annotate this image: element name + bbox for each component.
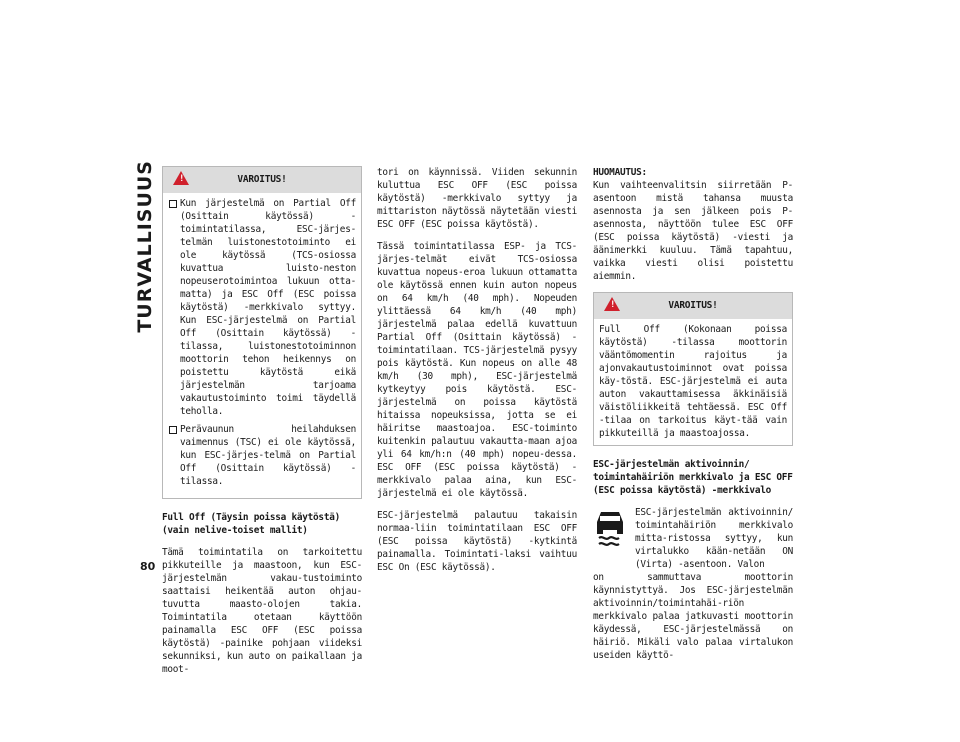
warning-list xyxy=(168,197,356,488)
column-3 xyxy=(593,166,793,671)
warning-box xyxy=(593,292,793,446)
body-paragraph: tori on käynnissä. Viiden sekunnin kuluttua ESC OFF (ESC poissa käytöstä) -merkkivalo syttyy ja mittariston näytössä näytetään viesti ESC OFF (ESC poissa käytöstä). xyxy=(377,167,577,230)
icon-text: ESC-järjestelmän aktivoinnin/ toimintahäiriön merkkivalo mitta-ristossa syttyy, kun virtalukko kään-netään ON (Virta) -asentoon. Valon xyxy=(635,507,793,570)
list-item: Kun järjestelmä on Partial Off (Osittain käytössä) -toimintatilassa, ESC-järjes-telmän luistonestotoiminto ei ole käytössä (TCS-osiossa kuvattua luisto-neston nopeuserotoimintoa lukuun otta-matta) ja ESC Off (ESC poissa käytöstä) -merkkivalo syttyy. Kun ESC-järjestelmä on Partial Off (Osittain käytössä) -tilassa, luistonestotoiminnon moottorin tehon heikennys on poistettu käytöstä eikä järjestelmän tarjoama vakautustoiminto toimi täydellä teholla. xyxy=(168,197,356,418)
warning-text: Full Off (Kokonaan poissa käytöstä) -tilassa moottorin vääntömomentin rajoitus ja ajonvakautustoiminnot ovat poissa käy-töstä. ESC-järjestelmä ei auta auton vakauttamisessa äkkinäisiä väistöliikkeitä tehtäessä. ESC Off -tilaa on tarkoitus käyt-tää vain pikkuteillä ja maastoajossa. xyxy=(599,324,787,439)
note-title: HUOMAUTUS: xyxy=(593,167,647,178)
warning-triangle-icon: ! xyxy=(173,171,189,185)
body-paragraph: Tässä toimintatilassa ESP- ja TCS-järjes-telmät eivät TCS-osiossa kuvattua nopeus-eroa lukuun ottamatta ole käytössä ennen kuin auton nopeus on 64 km/h (40 mph). Nopeuden ylittäessä 64 km/h (40 mph) järjestelmä palaa edellä kuvattuun Partial Off (Osittain käytössä) -toimintatilaan. TCS-järjestelmä pysyy pois käytöstä. Kun nopeus on alle 48 km/h (30 mph), ESC-järjestelmä kytkeytyy pois käytöstä. ESC-järjestelmä on poissa käytöstä hitaissa nopeuksissa, jotta se ei häiritse maastoajoa. ESC-toiminto kuitenkin palautuu vakautta-maan ajoa yli 64 km/h:n (40 mph) nopeu-dessa. ESC OFF (ESC poissa käytöstä) -merkkivalo palaa aina, kun ESC-järjestelmä ei ole käytössä. xyxy=(377,241,577,499)
page-number: 80 xyxy=(140,560,156,573)
section-title: TURVALLISUUS xyxy=(134,160,156,333)
warning-header xyxy=(594,293,792,319)
body-paragraph: ESC-järjestelmä palautuu takaisin normaa-liin toimintatilaan ESC OFF (ESC poissa käytöstä) -kytkintä painamalla. Toimintati-laksi vaihtuu ESC On (ESC käytössä). xyxy=(377,510,577,573)
section-heading: Full Off (Täysin poissa käytöstä) (vain nelive-toiset mallit) xyxy=(162,512,341,536)
icon-paragraph xyxy=(593,506,793,571)
column-2 xyxy=(377,166,577,583)
column-1 xyxy=(162,166,362,685)
section-heading: ESC-järjestelmän aktivoinnin/ toimintahäiriön merkkivalo ja ESC OFF (ESC poissa käytöstä) -merkkivalo xyxy=(593,459,793,496)
body-paragraph: Tämä toimintatila on tarkoitettu pikkuteille ja maastoon, kun ESC-järjestelmän vakau-tustoiminto saattaisi heikentää auton ohjau-tuvutta maasto-olojen takia. Toimintatila otetaan käyttöön painamalla ESC OFF (ESC poissa käytöstä) -painike pohjaan viideksi sekunniksi, kun auto on paikallaan ja moot- xyxy=(162,547,362,675)
note-text: Kun vaihteenvalitsin siirretään P-asentoon mistä tahansa muusta asennosta ja sen jälkeen pois P-asennosta, näyttöön tulee ESC OFF (ESC poissa käytöstä) -viesti ja äänimerkki kuuluu. Tämä tapahtuu, vaikka viesti olisi poistettu aiemmin. xyxy=(593,180,793,282)
warning-title: VAROITUS! xyxy=(237,174,287,185)
warning-box xyxy=(162,166,362,499)
body-paragraph: on sammuttava moottorin käynnistyttyä. Jos ESC-järjestelmän aktivoinnin/toimintahäi-riön merkkivalo palaa jatkuvasti moottorin käydessä, ESC-järjestelmässä on häiriö. Mikäli valo palaa virtalukon useiden käyttö- xyxy=(593,572,793,661)
warning-triangle-icon: ! xyxy=(604,297,620,311)
warning-header xyxy=(163,167,361,193)
warning-title: VAROITUS! xyxy=(668,300,718,311)
skidding-car-icon xyxy=(593,508,627,548)
list-item: Perävaunun heilahduksen vaimennus (TSC) ei ole käytössä, kun ESC-järjes-telmä on Partial Off (Osittain käytössä) -tilassa. xyxy=(168,423,356,488)
